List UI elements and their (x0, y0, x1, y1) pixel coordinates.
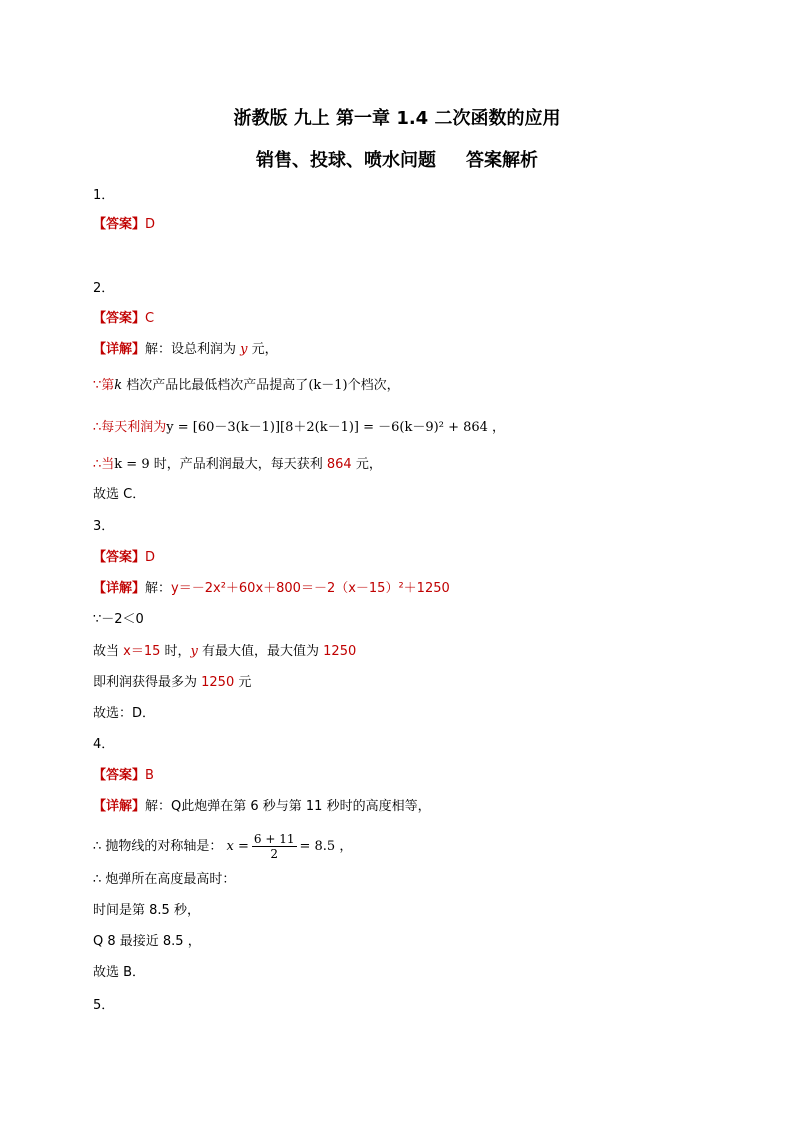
subtitle-topic: 销售、投球、喷水问题 (256, 150, 436, 171)
answer-label: 【答案】 (93, 311, 146, 326)
q4-detail-line: 【详解】解：Q此炮弹在第 6 秒与第 11 秒时的高度相等， (93, 799, 431, 814)
q5-number: 5． (93, 998, 115, 1013)
answer-value: C (145, 311, 155, 326)
answer-label: 【答案】 (93, 768, 146, 783)
q2-answer (93, 309, 154, 329)
q2-profit-formula: ∴每天利润为y = [60－3(k－1)][8＋2(k－1)] = －6(k－9)² + 864 ， (93, 420, 506, 435)
q3-step-line: 即利润获得最多为 1250 元 (93, 675, 252, 690)
fraction: $\frac{6 + 11}{2}$ (253, 832, 295, 861)
answer-value: D (145, 217, 156, 232)
q3-detail-line: 【详解】解：y＝－2x²＋60x＋800＝－2（x－15）²＋1250 (93, 581, 450, 596)
page-subtitle (256, 146, 538, 172)
detail-label: 【详解】 (93, 342, 146, 357)
q3-step-line: ∵－2＜0 (93, 612, 144, 627)
q4-step-line: Q 8 最接近 8.5 ， (93, 934, 201, 949)
q2-step-line: ∵第k 档次产品比最低档次产品提高了(k－1)个档次， (93, 378, 400, 393)
q4-step-line: ∴ 炮弹所在高度最高时： (93, 872, 236, 887)
subtitle-answer-key: 答案解析 (466, 150, 538, 171)
detail-label: 【详解】 (93, 581, 146, 596)
q3-number: 3． (93, 519, 115, 534)
detail-label: 【详解】 (93, 799, 146, 814)
answer-label: 【答案】 (93, 550, 146, 565)
q4-conclusion: 故选 B． (93, 965, 146, 980)
q4-axis-formula: ∴ 抛物线的对称轴是： x = $\frac{6 + 11}{2}$ = 8.5 ， (93, 832, 353, 861)
q2-step-line: ∴当k = 9 时，产品利润最大，每天获利 864 元， (93, 457, 382, 472)
q4-number: 4． (93, 737, 115, 752)
page-title: 浙教版 九上 第一章 1.4 二次函数的应用 (233, 108, 561, 129)
answer-value: B (145, 768, 154, 783)
q1-answer (93, 215, 155, 235)
q3-conclusion: 故选：D． (93, 706, 156, 721)
answer-value: D (145, 550, 156, 565)
q2-number: 2． (93, 281, 115, 296)
q2-conclusion: 故选 C． (93, 487, 146, 502)
q1-number: 1． (93, 188, 115, 203)
q4-answer (93, 766, 154, 786)
q2-detail-line: 【详解】解：设总利润为 y 元， (93, 342, 278, 357)
q3-answer (93, 548, 155, 568)
q4-step-line: 时间是第 8.5 秒， (93, 903, 200, 918)
q3-step-line: 故当 x＝15 时，y 有最大值，最大值为 1250 (93, 644, 357, 659)
answer-label: 【答案】 (93, 217, 146, 232)
